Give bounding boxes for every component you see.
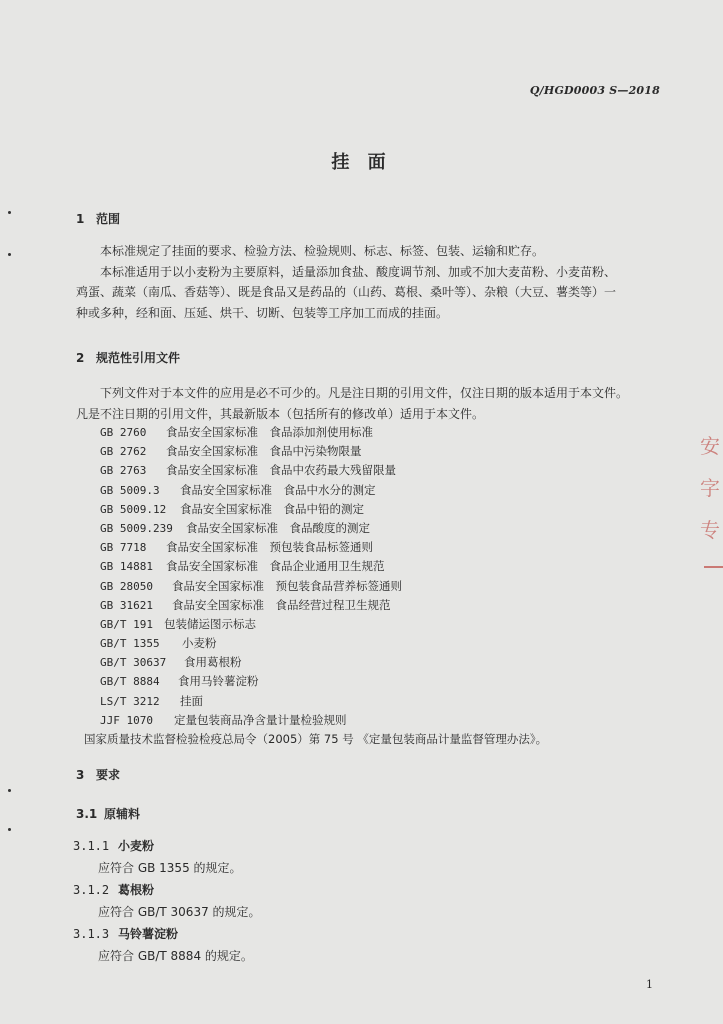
- section-title: 范围: [96, 212, 121, 226]
- scope-paragraph-2-line-2: 鸡蛋、蔬菜（南瓜、香菇等）、既是食品又是药品的（山药、葛根、桑叶等）、杂粮（大豆、薯类等）一: [76, 285, 617, 299]
- standard-code: Q/HGD0003 S—2018: [529, 84, 660, 97]
- reference-item: [100, 519, 660, 538]
- reference-item: [100, 461, 660, 480]
- reference-code: LS/T 3212: [100, 694, 160, 708]
- reference-item: [100, 557, 660, 576]
- page-number: 1: [646, 978, 653, 991]
- reference-code: GB 5009.12: [100, 502, 167, 516]
- reference-code: GB 31621: [100, 598, 153, 612]
- reference-item: [100, 538, 660, 557]
- section-title: 要求: [96, 768, 121, 782]
- reference-code: GB 14881: [100, 560, 153, 574]
- reference-code: GB/T 1355: [100, 637, 160, 651]
- reference-title: 食品安全国家标准 食品添加剂使用标准: [166, 425, 373, 439]
- seal-edge-mark: [704, 566, 723, 568]
- reference-item: [100, 596, 660, 615]
- section-title: 规范性引用文件: [96, 351, 181, 365]
- document-title: 挂 面: [331, 152, 392, 173]
- reference-item: [100, 653, 660, 672]
- section-number: 3.1.1: [73, 839, 110, 853]
- reference-code: GB 7718: [100, 541, 147, 555]
- reference-item: [100, 615, 660, 634]
- reference-title: 食品安全国家标准 食品酸度的测定: [186, 520, 370, 535]
- section-number: 2: [76, 351, 85, 365]
- section-3-heading: [76, 766, 120, 783]
- binding-hole-mark: [8, 828, 11, 831]
- reference-title: 食品安全国家标准 食品中污染物限量: [166, 444, 362, 459]
- reference-title: 包装储运图示标志: [164, 616, 256, 631]
- section-number: 3: [76, 768, 85, 782]
- reference-title: 食品安全国家标准 食品企业通用卫生规范: [166, 559, 385, 574]
- scope-paragraph-2-line-3: 种或多种，经和面、压延、烘干、切断、包装等工序加工而成的挂面。: [76, 305, 449, 320]
- reference-code: GB 2763: [100, 464, 147, 478]
- reference-code: GB 5009.3: [100, 483, 160, 497]
- section-1-heading: [76, 210, 120, 227]
- reference-title: 食用马铃薯淀粉: [178, 674, 259, 689]
- reference-code: GB 28050: [100, 579, 153, 593]
- reference-item: [100, 442, 660, 461]
- section-title: 葛根粉: [118, 883, 155, 897]
- section-3-1-1-body: 应符合 GB 1355 的规定。: [98, 861, 242, 875]
- reference-code: GB/T 30637: [100, 656, 167, 670]
- reference-title: 食品安全国家标准 食品中水分的测定: [180, 482, 376, 497]
- reference-item: [100, 711, 660, 730]
- red-seal-stamp: 安 字 专: [700, 434, 720, 542]
- section-number: 1: [76, 212, 85, 226]
- scope-paragraph-2-line-1: 本标准适用于以小麦粉为主要原料，适量添加食盐、酸度调节剂、加或不加大麦苗粉、小麦苗粉、: [100, 264, 617, 279]
- reference-title: 食用葛根粉: [184, 655, 242, 670]
- reference-code: GB/T 191: [100, 617, 153, 631]
- reference-code: GB/T 8884: [100, 675, 160, 689]
- reference-title: 食品安全国家标准 食品经营过程卫生规范: [172, 597, 391, 612]
- section-2-heading: [76, 349, 180, 366]
- scope-paragraph-1: 本标准规定了挂面的要求、检验方法、检验规则、标志、标签、包装、运输和贮存。: [100, 244, 545, 258]
- section-number: 3.1: [76, 807, 98, 821]
- reference-title: 食品安全国家标准 预包装食品营养标签通则: [172, 578, 402, 593]
- reference-title: 食品安全国家标准 食品中铅的测定: [180, 501, 364, 516]
- reference-item: [100, 500, 660, 519]
- references-intro: [76, 383, 661, 424]
- section-number: 3.1.3: [73, 927, 110, 941]
- reference-item: [84, 730, 660, 749]
- section-3-1-heading: [76, 805, 140, 822]
- reference-title: 国家质量技术监督检验检疫总局令（2005）第 75 号 《定量包装商品计量监督管理办法》。: [84, 732, 548, 746]
- binding-hole-mark: [8, 253, 11, 256]
- reference-item: [100, 423, 660, 442]
- reference-code: JJF 1070: [100, 713, 153, 727]
- reference-title: 食品安全国家标准 食品中农药最大残留限量: [166, 463, 396, 478]
- binding-hole-mark: [8, 211, 11, 214]
- section-3-1-2-body: 应符合 GB/T 30637 的规定。: [98, 905, 261, 919]
- section-3-1-1-heading: [73, 837, 154, 854]
- scope-text: [76, 241, 661, 323]
- binding-hole-mark: [8, 789, 11, 792]
- section-3-1-3-body: 应符合 GB/T 8884 的规定。: [98, 949, 253, 963]
- reference-title: 小麦粉: [182, 636, 217, 651]
- reference-code: GB 5009.239: [100, 521, 173, 535]
- reference-title: 定量包装商品净含量计量检验规则: [174, 712, 347, 727]
- section-title: 马铃薯淀粉: [118, 927, 179, 941]
- section-title: 原辅料: [104, 807, 141, 821]
- section-3-1-2-heading: [73, 881, 154, 898]
- reference-item: [100, 672, 660, 691]
- reference-item: [100, 692, 660, 711]
- reference-item: [100, 481, 660, 500]
- section-title: 小麦粉: [118, 839, 155, 853]
- reference-code: GB 2762: [100, 445, 147, 459]
- reference-code: GB 2760: [100, 426, 147, 439]
- section-3-1-3-heading: [73, 925, 178, 942]
- references-intro-line-1: 下列文件对于本文件的应用是必不可少的。凡是注日期的引用文件，仅注日期的版本适用于本文件。: [100, 386, 629, 400]
- section-number: 3.1.2: [73, 883, 110, 897]
- reference-title: 食品安全国家标准 预包装食品标签通则: [166, 540, 373, 555]
- reference-item: [100, 634, 660, 653]
- normative-references-list: [84, 423, 660, 749]
- reference-title: 挂面: [180, 693, 203, 708]
- reference-item: [100, 577, 660, 596]
- references-intro-line-2: 凡是不注日期的引用文件，其最新版本（包括所有的修改单）适用于本文件。: [76, 406, 485, 421]
